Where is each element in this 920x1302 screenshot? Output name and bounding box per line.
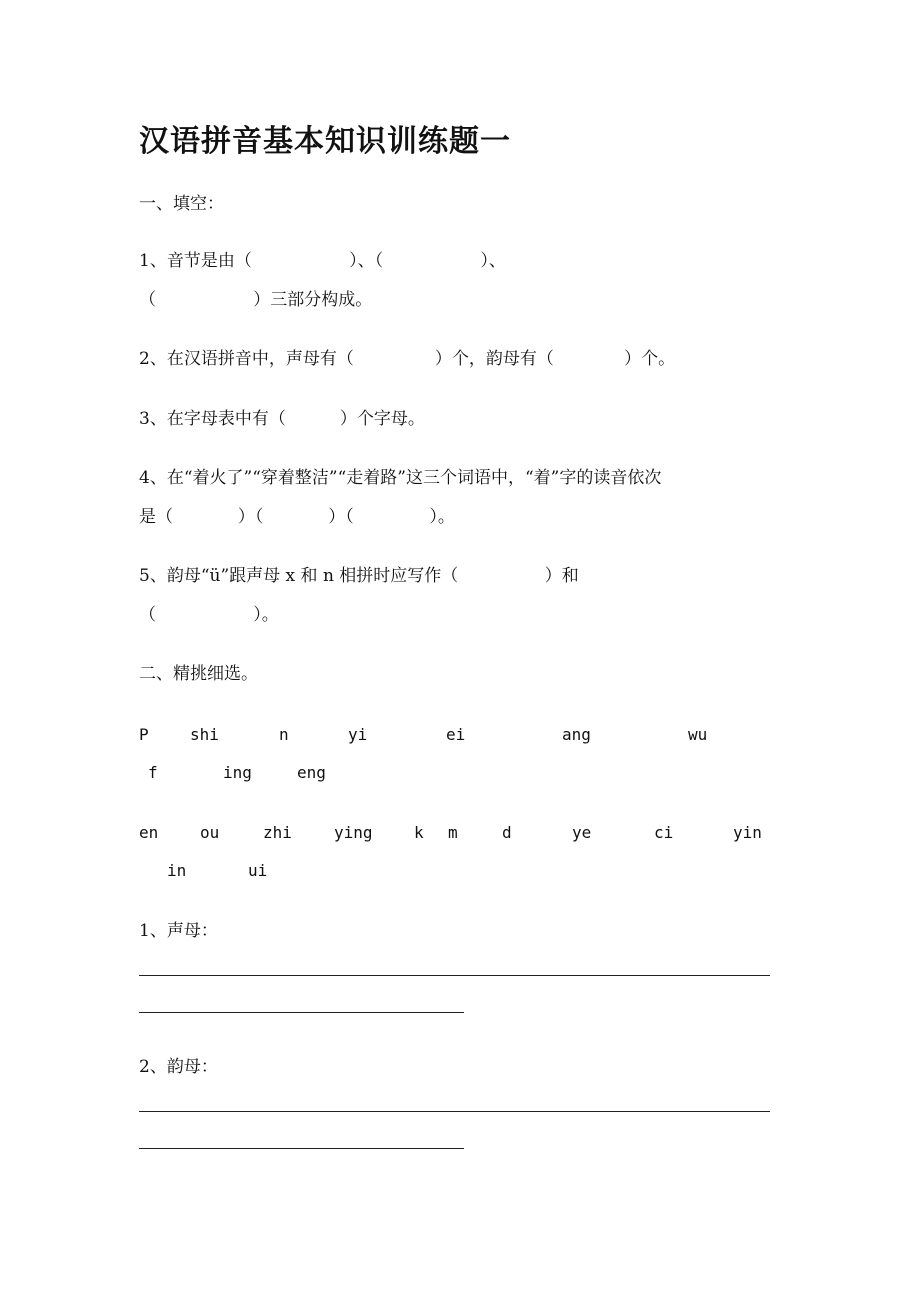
question-5-line-2: （ ）。 xyxy=(139,605,279,625)
pinyin-item: ei xyxy=(446,725,466,744)
pinyin-item: ui xyxy=(248,861,268,880)
pinyin-item: ye xyxy=(572,823,592,842)
section1-heading: 一、填空： xyxy=(139,194,224,214)
pinyin-item: zhi xyxy=(263,823,292,842)
question-1-line-2: （ ）三部分构成。 xyxy=(139,290,373,310)
pinyin-item: ing xyxy=(223,763,252,782)
page-title: 汉语拼音基本知识训练题一 xyxy=(139,124,511,159)
pinyin-item: yi xyxy=(348,725,368,744)
answer-line[interactable] xyxy=(139,1111,770,1112)
question-2: 2、在汉语拼音中，声母有（ ）个，韵母有（ ）个。 xyxy=(139,349,676,369)
finals-label: 2、韵母： xyxy=(139,1057,218,1077)
pinyin-item: d xyxy=(502,823,512,842)
question-5-line-1: 5、韵母“ü”跟声母 x 和 n 相拼时应写作（ ）和 xyxy=(139,566,579,586)
question-3: 3、在字母表中有（ ）个字母。 xyxy=(139,409,425,429)
pinyin-item: ang xyxy=(562,725,591,744)
pinyin-item: eng xyxy=(297,763,326,782)
pinyin-item: shi xyxy=(190,725,219,744)
answer-line[interactable] xyxy=(139,1012,464,1013)
answer-line[interactable] xyxy=(139,1148,464,1149)
pinyin-item: ou xyxy=(200,823,220,842)
question-4-line-1: 4、在“着火了”“穿着整洁”“走着路”这三个词语中，“着”字的读音依次 xyxy=(139,468,662,488)
pinyin-item: en xyxy=(139,823,159,842)
answer-line[interactable] xyxy=(139,975,770,976)
pinyin-item: ci xyxy=(654,823,674,842)
pinyin-item: m xyxy=(448,823,458,842)
pinyin-item: P xyxy=(139,725,149,744)
question-4-line-2: 是（ ）（ ）（ ）。 xyxy=(139,507,455,527)
section2-heading: 二、精挑细选。 xyxy=(139,664,258,684)
pinyin-item: f xyxy=(148,763,158,782)
initials-label: 1、声母： xyxy=(139,921,218,941)
pinyin-item: n xyxy=(279,725,289,744)
pinyin-item: ying xyxy=(334,823,373,842)
pinyin-item: wu xyxy=(688,725,708,744)
question-1-line-1: 1、音节是由（ ）、（ ）、 xyxy=(139,251,506,271)
pinyin-item: yin xyxy=(733,823,762,842)
pinyin-item: k xyxy=(414,823,424,842)
pinyin-item: in xyxy=(167,861,187,880)
